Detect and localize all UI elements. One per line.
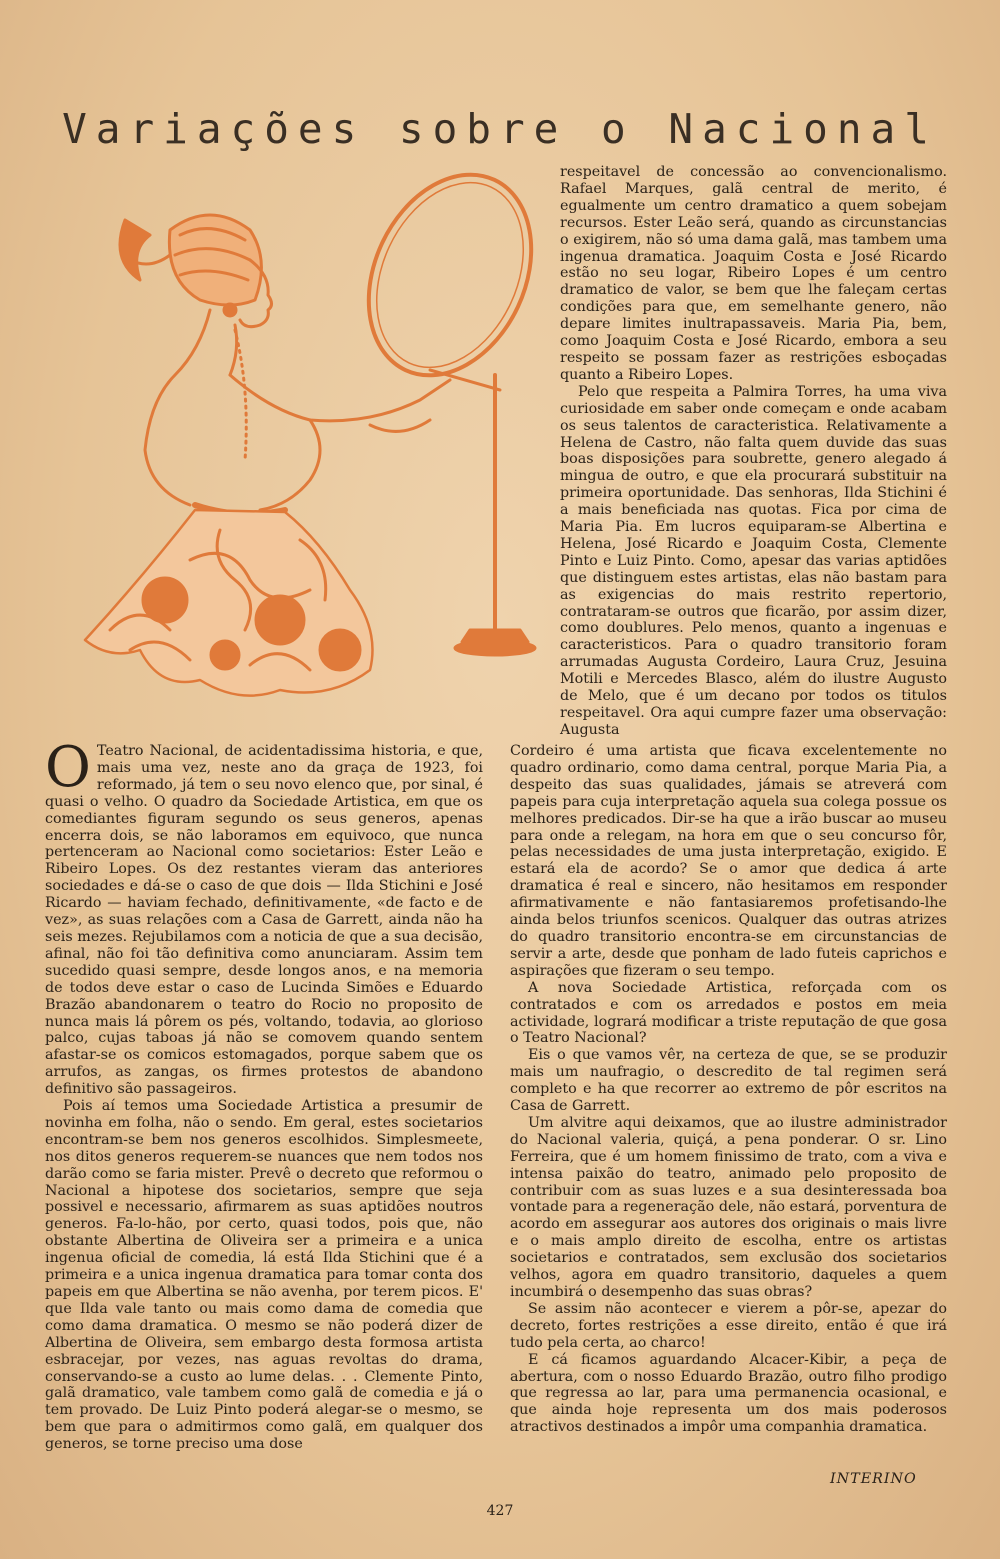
paragraph: A nova Sociedade Artistica, reforçada com os contratados e com os arredados e postos em meia actividade, logrará modificar a triste reputação de que gosa o Teatro Nacional? (510, 979, 947, 1047)
page-number: 427 (486, 1503, 514, 1519)
paragraph: Eis o que vamos vêr, na certeza de que, se se produzir mais um naufragio, o descredito de tal regimen será completo e ha que recorrer ao extremo de pôr escritos na Casa de Garrett. (510, 1047, 947, 1115)
article-column-left (45, 735, 483, 1453)
author-signature: INTERINO (830, 1471, 917, 1487)
paragraph (45, 735, 483, 1098)
article-title: Variações sobre o Nacional (62, 105, 938, 154)
paragraph: E cá ficamos aguardando Alcacer-Kibir, a peça de abertura, com o nosso Eduardo Brazão, outro filho prodigo que regressa ao lar, para uma permanencia ocasional, e que ainda hoje representa um dos mais poderosos atractivos destinados a impôr uma companhia dramatica. (510, 1351, 947, 1436)
article-column-right-bottom (510, 743, 947, 1436)
drop-cap: O (45, 735, 91, 800)
paragraph: Cordeiro é uma artista que ficava excelentemente no quadro ordinario, como dama central, porque Maria Pia, a despeito das suas qualidades, jámais se atreverá com papeis para cuja interpretação aquela sua colega possue os melhores predicados. Dir-se ha que a irão buscar ao museu para onde a relegam, na hora em que o seu concurso fôr, pelas necessidades de uma justa interpretação, exigido. E estará ela de acordo? Se o amor que dedica á arte dramatica é real e sincero, não hesitamos em responder afirmativamente e não fantasiaremos profetisando-lhe ainda belos triunfos scenicos. Qualquer das outras atrizes do quadro transitorio encontra-se em circunstancias de servir a arte, desde que ponham de lado futeis caprichos e aspirações que fizeram o seu tempo. (510, 743, 947, 979)
paragraph-text: Teatro Nacional, de acidentadissima historia, e que, mais uma vez, neste ano da graça de 1923, foi reformado, já tem o seu novo elenco que, por sinal, é quasi o velho. O quadro da Sociedade Artistica, em que os comediantes figuram segundo os seus generos, apenas encerra dois, se não laboramos em equivoco, que nunca pertenceram ao Nacional como societarios: Ester Leão e Ribeiro Lopes. Os dez restantes vieram das anteriores sociedades e dá-se o caso de que dois — Ilda Stichini e José Ricardo — haviam fechado, definitivamente, «de facto e de vez», as suas relações com a Casa de Garrett, ainda não ha seis mezes. Rejubilamos com a noticia de que a sua decisão, afinal, não foi tão definitiva como anunciaram. Assim tem sucedido quasi sempre, desde longos anos, e na memoria de todos deve estar o caso de Lucinda Simões e Eduardo Brazão abandonarem o teatro do Rocio no proposito de nunca mais lá pôrem os pés, voltando, todavia, ao glorioso palco, cujas taboas já não se comovem quando sentem afastar-se os comicos estomagados, porque sabem que os arrufos, as zangas, os firmes protestos de abandono definitivo são passageiros. (45, 743, 483, 1098)
paragraph: Pelo que respeita a Palmira Torres, ha uma viva curiosidade em saber onde começam e onde acabam os seus talentos de caracteristica. Relativamente a Helena de Castro, não falta quem duvide das suas boas disposições para soubrette, genero alegado á mingua de outro, e que ela procurará substituir na primeira oportunidade. Das senhoras, Ilda Stichini é a mais beneficiada nas quotas. Fica por cima de Maria Pia. Em lucros equiparam-se Albertina e Helena, José Ricardo e Joaquim Costa, Clemente Pinto e Luiz Pinto. Como, apesar das varias aptidões que distinguem estes artistas, elas não bastam para as exigencias do mais restrito repertorio, contrataram-se outros que ficarão, por assim dizer, como doublures. Pelo menos, quanto a ingenuas e caracteristicos. Para o quadro transitorio foram arrumadas Augusta Cordeiro, Laura Cruz, Jesuina Motili e Mercedes Blasco, além do ilustre Augusto de Melo, que é um decano por todos os titulos respeitavel. Ora aqui cumpre fazer uma observação: Augusta (560, 383, 947, 738)
paragraph: Se assim não acontecer e vierem a pôr-se, apezar do decreto, fortes restrições a esse direito, então é que irá tudo pela certa, ao charco! (510, 1300, 947, 1351)
paragraph: respeitavel de concessão ao convencionalismo. Rafael Marques, galã central de merito, é egualmente um centro dramatico a quem sobejam recursos. Ester Leão será, quando as circunstancias o exigirem, não só uma dama galã, mas tambem uma ingenua dramatica. Joaquim Costa e José Ricardo estão no seu logar, Ribeiro Lopes é um centro dramatico de valor, se bem que lhe faleçam certas condições para que, em semelhante genero, não depare limites inultrapassaveis. Maria Pia, bem, como Joaquim Costa e José Ricardo, embora a seu respeito se possam fazer as restrições esboçadas quanto a Ribeiro Lopes. (560, 164, 947, 383)
woman-at-mirror-illustration (70, 160, 550, 720)
paragraph: Um alvitre aqui deixamos, que ao ilustre administrador do Nacional valeria, quiçá, a pena ponderar. O sr. Lino Ferreira, que é um homem finissimo de trato, com a viva e intensa paixão do teatro, animado pelo proposito de contribuir com as suas luzes e a sua desinteressada boa vontade para a regeneração dele, não estará, porventura de acordo em assegurar aos autores dos originais o mais livre e o mais amplo direito de escolha, entre os artistas societarios e contratados, sem exclusão dos societarios velhos, agora em quadro transitorio, daqueles a quem incumbirá o desempenho das suas obras? (510, 1114, 947, 1300)
article-column-right-top (560, 164, 947, 739)
paragraph: Pois aí temos uma Sociedade Artistica a presumir de novinha em folha, não o sendo. Em geral, estes societarios encontram-se bem nos generos escolhidos. Simplesmeete, nos ditos generos requerem-se nuances que nem todos nos darão como se faria mister. Prevê o decreto que reformou o Nacional a hipotese dos societarios, sempre que seja possivel e necessario, afirmarem as suas aptidões noutros generos. Fa-lo-hão, por certo, quasi todos, pois que, não obstante Albertina de Oliveira ser a primeira e a unica ingenua oficial de comedia, lá está Ilda Stichini que é a primeira e a unica ingenua dramatica para tomar conta dos papeis em que Albertina se não avenha, por terem picos. E' que Ilda vale tanto ou mais como dama de comedia que como dama dramatica. O mesmo se não poderá dizer de Albertina de Oliveira, sem embargo desta formosa artista esbracejar, por vezes, nas aguas revoltas do drama, conservando-se a custo ao lume delas. . . Clemente Pinto, galã dramatico, vale tambem como galã de comedia e já o tem provado. De Luiz Pinto poderá alegar-se o mesmo, se bem que para o admitirmos como galã, em qualquer dos generos, se torne preciso uma dose (45, 1098, 483, 1453)
